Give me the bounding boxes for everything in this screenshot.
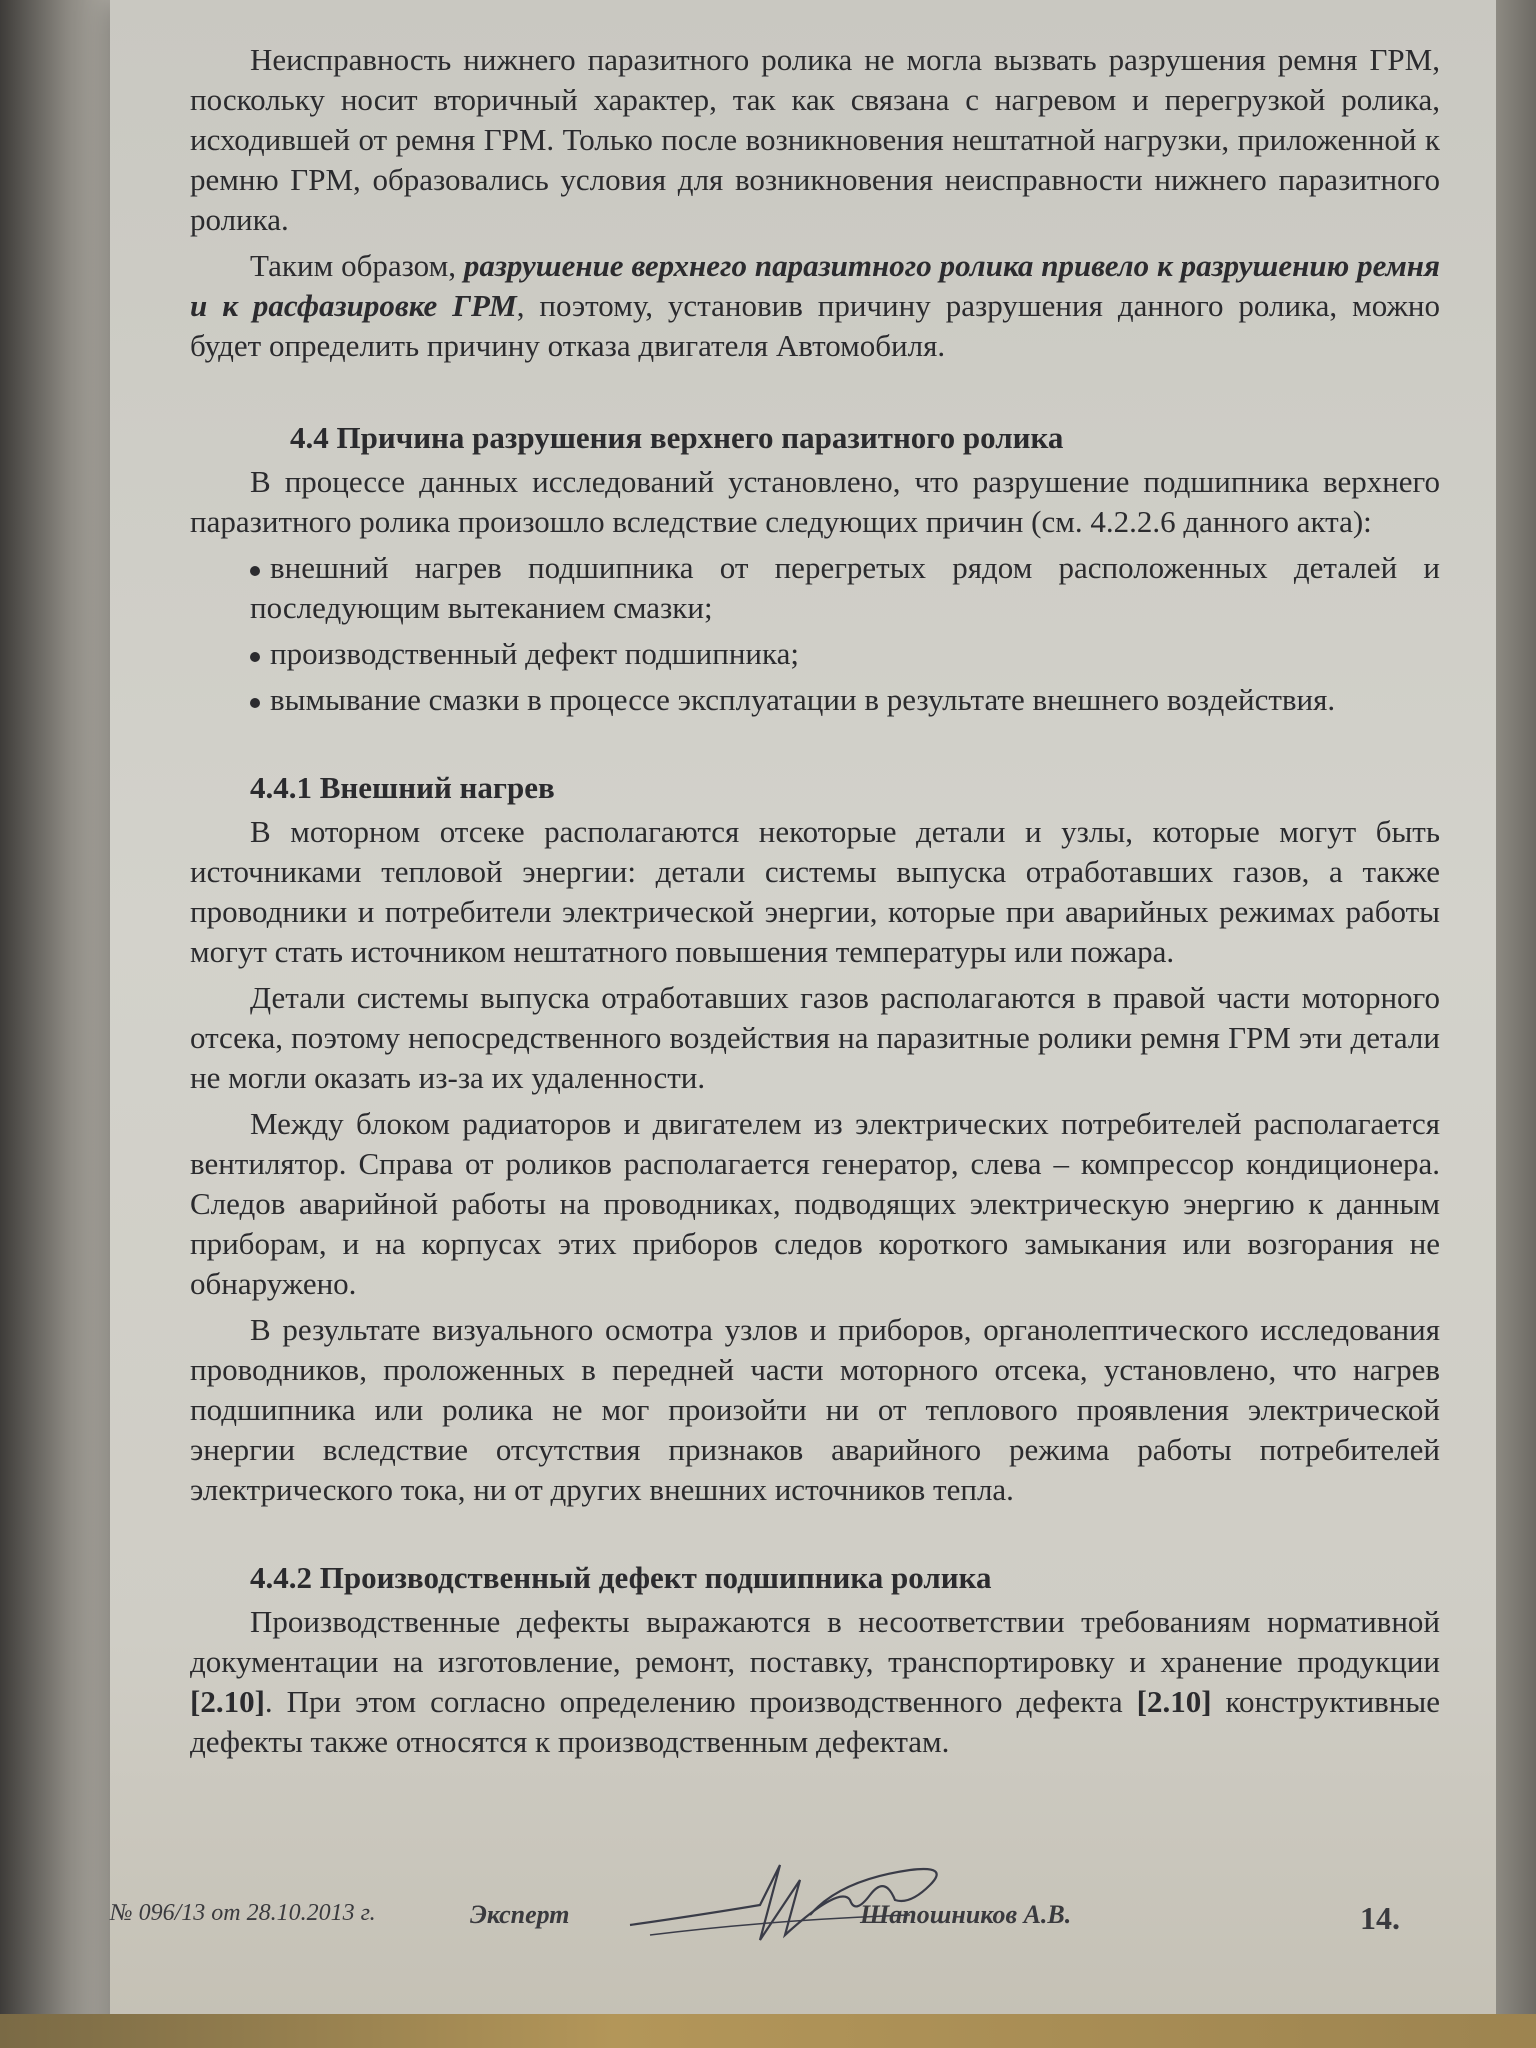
text-span: конструктивные дефекты также относятся к производственным дефектам. <box>190 1684 1440 1759</box>
text-span: . При этом согласно определению производственного дефекта <box>264 1684 1137 1719</box>
page-content-layer <box>110 0 1510 2048</box>
list-item-text: производственный дефект подшипника; <box>270 636 799 671</box>
paragraph: В результате визуального осмотра узлов и приборов, органолептического исследования проводников, проложенных в передней части моторного отсека, установлено, что нагрев подшипника или ролика не мог произойти ни от теплового проявления электрической энергии вследствие отсутствия признаков аварийного режима работы потребителей электрического тока, ни от других внешних источников тепла. <box>190 1312 1440 1507</box>
emphasis-text: разрушение верхнего паразитного ролика привело к разрушению ремня и к расфазировке ГРМ <box>190 248 1440 323</box>
section-heading: 4.4.1 Внешний нагрев <box>250 770 555 805</box>
paragraph: Неисправность нижнего паразитного ролика не могла вызвать разрушения ремня ГРМ, поскольку носит вторичный характер, так как связана с нагревом и перегрузкой ролика, исходившей от ремня ГРМ. Только после возникновения нештатной нагрузки, приложенной к ремню ГРМ, образовались условия для возникновения неисправности нижнего паразитного ролика. <box>190 42 1440 237</box>
paragraph <box>190 1602 1440 1762</box>
page-number: 14. <box>1360 1900 1400 1936</box>
list-item-text: вымывание смазки в процессе эксплуатации в результате внешнего воздействия. <box>270 682 1336 717</box>
reference: [2.10] <box>190 1684 265 1719</box>
bullet-icon <box>250 652 260 662</box>
bullet-icon <box>250 566 260 576</box>
text-span: Таким образом, <box>250 248 464 283</box>
bullet-list <box>190 548 1440 720</box>
paragraph: Детали системы выпуска отработавших газов располагаются в правой части моторного отсека, поэтому непосредственного воздействия на паразитные ролики ремня ГРМ эти детали не могли оказать из-за их удаленности. <box>190 980 1440 1095</box>
text-span: Производственные дефекты выражаются в несоответствии требованиям нормативной документации на изготовление, ремонт, поставку, транспортировку и хранение продукции <box>190 1604 1440 1679</box>
expert-label: Эксперт <box>470 1900 570 1929</box>
page-footer <box>110 1880 1410 1940</box>
page-edge <box>0 0 120 2048</box>
document-body <box>190 40 1440 1768</box>
paragraph: Между блоком радиаторов и двигателем из электрических потребителей располагается вентилятор. Справа от роликов располагается генератор, слева – компрессор кондиционера. Следов аварийной работы на проводниках, подводящих электрическую энергию к данным приборам, и на корпусах этих приборов следов короткого замыкания или возгорания не обнаружено. <box>190 1106 1440 1301</box>
reference: [2.10] <box>1136 1684 1212 1719</box>
paragraph: В процессе данных исследований установлено, что разрушение подшипника верхнего паразитного ролика произошло вследствие следующих причин (см. 4.2.2.6 данного акта): <box>190 464 1440 539</box>
paragraph: В моторном отсеке располагаются некоторые детали и узлы, которые могут быть источниками тепловой энергии: детали системы выпуска отработавших газов, а также проводники и потребители электрической энергии, которые при аварийных режимах работы могут стать источником нештатного повышения температуры или пожара. <box>190 814 1440 969</box>
text-span: , поэтому, установив причину разрушения данного ролика, можно будет определить причину отказа двигателя Автомобиля. <box>190 288 1440 363</box>
bullet-icon <box>250 698 260 708</box>
section-heading: 4.4.2 Производственный дефект подшипника ролика <box>250 1560 992 1595</box>
document-reference: № 096/13 от 28.10.2013 г. <box>110 1900 376 1926</box>
section-heading: 4.4 Причина разрушения верхнего паразитного ролика <box>290 420 1064 455</box>
list-item-text: внешний нагрев подшипника от перегретых рядом расположенных деталей и последующим вытеканием смазки; <box>250 550 1440 625</box>
list-item <box>190 634 1440 674</box>
paragraph <box>190 246 1440 366</box>
list-item <box>190 680 1440 720</box>
expert-name: Шапошников А.В. <box>860 1900 1072 1929</box>
list-item <box>190 548 1440 628</box>
